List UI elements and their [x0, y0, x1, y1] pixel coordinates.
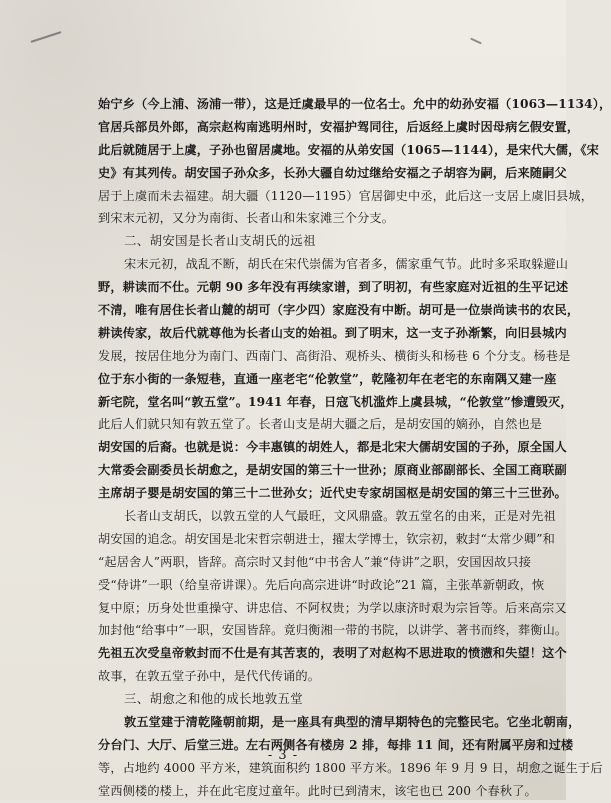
text-line: “起居舍人”两职，皆辞。高宗时又封他“中书舍人”兼“侍讲”之职，安国因故只接 — [98, 554, 532, 569]
text-line: 等，占地约 4000 平方米，建筑面积约 1800 平方米。1896 年 9 月 9 日，胡愈之诞生于后 — [98, 760, 603, 775]
text-line: 胡安国的追念。胡安国是北宋哲宗朝进士，擢太学博士，钦宗初，敕封“太常少卿”和 — [98, 531, 555, 546]
text-line: 分台门、大厅、后堂三进。左右两侧各有楼房 2 排，每排 11 间，还有附属平房和过楼 — [98, 737, 574, 752]
text-line: 故事，在敦五堂子孙中，是代代传诵的。 — [98, 669, 321, 684]
text-line: 位于东小街的一条短巷，直通一座老宅“伦敦堂”，乾隆初年在老宅的东南隅又建一座 — [98, 371, 557, 386]
text-line: 大常委会副委员长胡愈之，是胡安国的第三十一世孙；原商业部副部长、全国工商联副 — [98, 463, 567, 478]
text-line: 野，耕读而不仕。元朝 90 多年没有再续家谱，到了明初，有些家庭对近祖的生平记述 — [98, 280, 569, 295]
text-line: 复中原；历身处世重操守、讲忠信、不阿权贵；为学以康济时艰为宗旨等。后来高宗又 — [98, 600, 567, 615]
text-line: 此后就随居于上虞，子孙也留居虞地。安福的从弟安国（1065—1144），是宋代大儒，《宋 — [98, 142, 599, 157]
text-line: 耕读传家，故后代就尊他为长者山支的始祖。到了明末，这一支子孙渐繁，向旧县城内 — [98, 325, 567, 340]
text-line: 堂西侧楼的楼上，并在此宅度过童年。此时已到清末，该宅也已 200 个春秋了。 — [98, 783, 537, 798]
text-line: 宋末元初，战乱不断，胡氏在宋代崇儒为官者多，儒家重气节。此时多采取躲避山 — [124, 257, 569, 272]
text-line: 敦五堂建于清乾隆朝前期，是一座具有典型的清早期特色的完整民宅。它坐北朝南， — [124, 715, 581, 730]
scan-mark — [30, 31, 61, 43]
text-line: 始宁乡（今上浦、汤浦一带），这是迁虞最早的一位名士。允中的幼孙安福（1063—1134）， — [98, 97, 611, 111]
text-line: 主席胡子婴是胡安国的第三十二世孙女；近代史专家胡国枢是胡安国的第三十三世孙。 — [98, 486, 567, 501]
text-line: 受“侍讲”一职（给皇帝讲课）。先后向高宗进讲“时政论”21 篇，主张革新朝政，恢 — [98, 577, 545, 592]
text-line: 新宅院，堂名叫“敦五堂”。1941 年春，日寇飞机滥炸上虞县城，“伦敦堂”惨遭毁灭， — [98, 394, 573, 409]
text-line: 加封他“给事中”一职，安国皆辞。竟归衡湘一带的书院，以讲学、著书而终，葬衡山。 — [98, 623, 568, 638]
text-line: 胡安国的后裔。也就是说：今丰惠镇的胡姓人，都是北宋大儒胡安国的子孙，原全国人 — [98, 440, 567, 455]
body-text — [98, 93, 611, 803]
text-line: 到宋末元初，又分为南街、长者山和朱家滩三个分支。 — [98, 211, 395, 226]
text-line: 官居兵部员外郎，高宗赵构南逃明州时，安福护驾同往，后返经上虞时因母病乞假安置， — [98, 119, 580, 134]
text-line: 居于上虞而未去福建。胡大疆（1120—1195）官居御史中丞，此后这一支居上虞旧县城， — [98, 188, 594, 203]
section-heading: 三、胡愈之和他的成长地敦五堂 — [124, 691, 304, 707]
text-line: 长者山支胡氏，以敦五堂的人气最旺，文风鼎盛。敦五堂名的由来，正是对先祖 — [124, 509, 556, 524]
text-line: 此后人们就只知有敦五堂了。长者山支是胡大疆之后，是胡安国的嫡孙，自然也是 — [98, 417, 543, 432]
scan-mark — [470, 38, 482, 45]
text-line: 史》有其列传。胡安国子孙众多，长孙大疆自幼过继给安福之子胡容为嗣，后来随嗣父 — [98, 165, 567, 180]
text-line: 不清，唯有居住长者山麓的胡可（字少四）家庭没有中断。胡可是一位崇尚读书的农民， — [98, 303, 580, 318]
section-heading: 二、胡安国是长者山支胡氏的远祖 — [124, 233, 316, 249]
text-line: 发展，按居住地分为南门、西南门、高街沿、观桥头、横街头和杨巷 6 个分支。杨巷是 — [98, 348, 571, 363]
page-number: - 3 - — [267, 748, 299, 763]
text-line: 先祖五次受皇帝敕封而不仕是有其苦衷的，表明了对赵构不思进取的愤懑和失望！这个 — [98, 646, 567, 661]
